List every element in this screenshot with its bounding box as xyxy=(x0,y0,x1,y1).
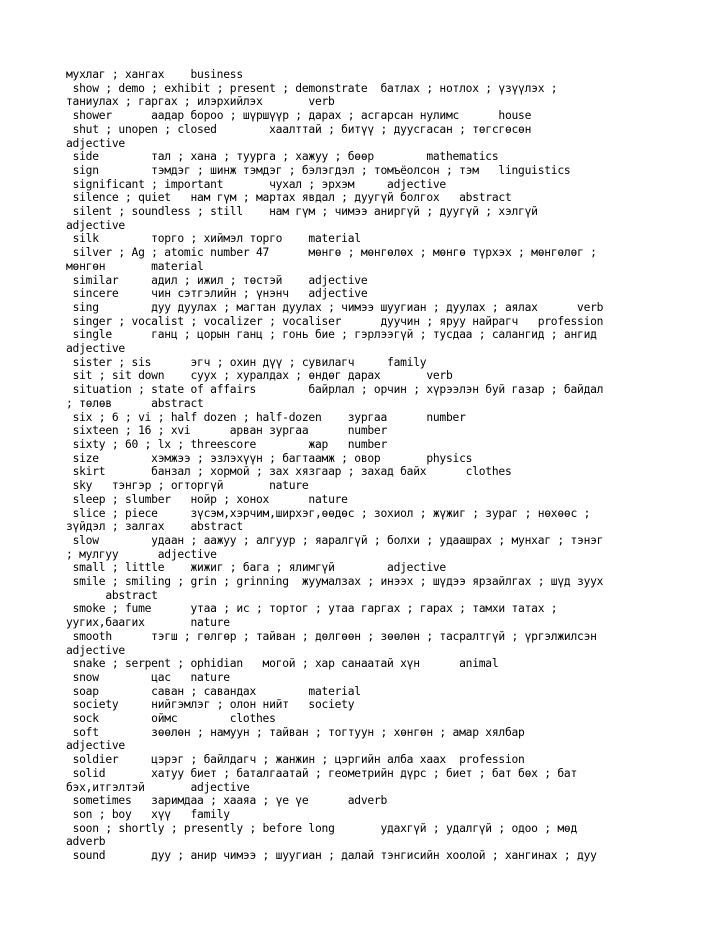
text-line: single ганц ; цорын ганц ; гонь бие ; гэрлээгүй ; тусдаа ; салангид ; ангид xyxy=(66,328,597,342)
text-line: smoke ; fume утаа ; ис ; тортог ; утаа гаргах ; гарах ; тамхи татах ; xyxy=(66,602,558,616)
text-line: soft зөөлөн ; намуун ; тайван ; тогтуун ; хөнгөн ; амар хялбар xyxy=(66,725,525,739)
text-line: sing дуу дуулах ; магтан дуулах ; чимээ шуугиан ; дуулах ; аялах verb xyxy=(66,300,604,314)
text-line: singer ; vocalist ; vocalizer ; vocaliser дуучин ; яруу найрагч profession xyxy=(66,314,604,328)
text-line: six ; 6 ; vi ; half dozen ; half-dozen зургаа number xyxy=(66,410,466,424)
text-line: sign тэмдэг ; шинж тэмдэг ; бэлэгдэл ; томъёолсон ; тэм linguistics xyxy=(66,163,571,177)
text-line: shower аадар бороо ; шүршүүр ; дарах ; асгарсан нулимс house xyxy=(66,109,532,123)
text-line: son ; boy хүү family xyxy=(66,807,230,821)
text-line: silk торго ; хиймэл торго material xyxy=(66,232,361,246)
text-line: зүйдэл ; залгах abstract xyxy=(66,520,243,534)
text-line: shut ; unopen ; closed хаалттай ; битүү ; дуусгасан ; төгсгөсөн xyxy=(66,122,532,136)
text-line: soon ; shortly ; presently ; before long удахгүй ; удалгүй ; одоо ; мөд xyxy=(66,821,578,835)
text-line: таниулах ; гаргах ; илэрхийлэх verb xyxy=(66,95,335,109)
text-line: silence ; quiet нам гүм ; мартах явдал ; дуугүй болгох abstract xyxy=(66,191,512,205)
text-line: sleep ; slumber нойр ; хонох nature xyxy=(66,492,348,506)
text-line: slow удаан ; аажуу ; алгуур ; яаралгүй ; болхи ; удаашрах ; мунхаг ; тэнэг xyxy=(66,533,604,547)
text-line: significant ; important чухал ; эрхэм adjective xyxy=(66,177,446,191)
text-line: sixty ; 60 ; lx ; threescore жар number xyxy=(66,437,388,451)
text-line: smooth тэгш ; гөлгөр ; тайван ; дөлгөөн ; зөөлөн ; тасралтгүй ; үргэлжилсэн xyxy=(66,629,597,643)
text-line: small ; little жижиг ; бага ; ялимгүй adjective xyxy=(66,561,446,575)
text-line: adjective xyxy=(66,643,125,657)
text-line: similar адил ; ижил ; төстэй adjective xyxy=(66,273,368,287)
text-line: sincere чин сэтгэлийн ; үнэнч adjective xyxy=(66,287,368,301)
text-line: soldier цэрэг ; байлдагч ; жанжин ; цэргийн алба хаах profession xyxy=(66,753,525,767)
text-line: бэх,итгэлтэй adjective xyxy=(66,780,250,794)
text-line: sky тэнгэр ; огторгүй nature xyxy=(66,479,309,493)
text-line: show ; demo ; exhibit ; present ; demonstrate батлах ; нотлох ; үзүүлэх ; xyxy=(66,81,558,95)
text-line: slice ; piece зүсэм,хэрчим,ширхэг,өөдөс ; зохиол ; жүжиг ; зураг ; нөхөөс ; xyxy=(66,506,591,520)
text-line: society нийгэмлэг ; олон нийт society xyxy=(66,698,355,712)
text-line: skirt банзал ; хормой ; зах хязгаар ; захад байх clothes xyxy=(66,465,512,479)
text-line: size хэмжээ ; эзлэхүүн ; багтаамж ; овор physics xyxy=(66,451,473,465)
text-line: adjective xyxy=(66,342,125,356)
text-line: abstract xyxy=(66,588,158,602)
text-line: adverb xyxy=(66,835,106,849)
text-line: ; мулгуу adjective xyxy=(66,547,217,561)
text-line: silent ; soundless ; still нам гүм ; чимээ аниргүй ; дуугүй ; хэлгүй xyxy=(66,205,538,219)
text-line: soap саван ; савандах material xyxy=(66,684,361,698)
text-line: ; төлөв abstract xyxy=(66,396,204,410)
text-line: adjective xyxy=(66,739,125,753)
text-line: side тал ; хана ; туурга ; хажуу ; бөөр mathematics xyxy=(66,150,499,164)
text-line: sixteen ; 16 ; xvi арван зургаа number xyxy=(66,424,388,438)
text-line: adjective xyxy=(66,136,125,150)
text-line: уугих,баагих nature xyxy=(66,616,230,630)
text-line: мухлаг ; хангах business xyxy=(66,68,243,81)
text-line: sister ; sis эгч ; охин дүү ; сувилагч family xyxy=(66,355,427,369)
text-line: situation ; state of affairs байрлал ; орчин ; хүрээлэн буй газар ; байдал xyxy=(66,383,604,397)
text-line: sound дуу ; анир чимээ ; шуугиан ; далай тэнгисийн хоолой ; хангинах ; дуу xyxy=(66,849,597,863)
document-text xyxy=(66,68,656,863)
text-line: smile ; smiling ; grin ; grinning жуумалзах ; инээх ; шүдээ ярзайлгах ; шүд зуух xyxy=(66,575,604,589)
text-line: snake ; serpent ; ophidian могой ; хар санаатай хүн animal xyxy=(66,657,499,671)
text-line: solid хатуу биет ; баталгаатай ; геометрийн дүрс ; биет ; бат бөх ; бат xyxy=(66,766,578,780)
text-line: sock оймс clothes xyxy=(66,712,276,726)
text-line: sometimes заримдаа ; хааяа ; үе үе adverb xyxy=(66,794,388,808)
text-line: sit ; sit down суух ; хуралдах ; өндөг дарах verb xyxy=(66,369,453,383)
text-line: silver ; Ag ; atomic number 47 мөнгө ; мөнгөлөх ; мөнгө түрхэх ; мөнгөлөг ; xyxy=(66,246,597,260)
text-line: мөнгөн material xyxy=(66,259,204,273)
text-line: snow цас nature xyxy=(66,670,230,684)
text-line: adjective xyxy=(66,218,125,232)
